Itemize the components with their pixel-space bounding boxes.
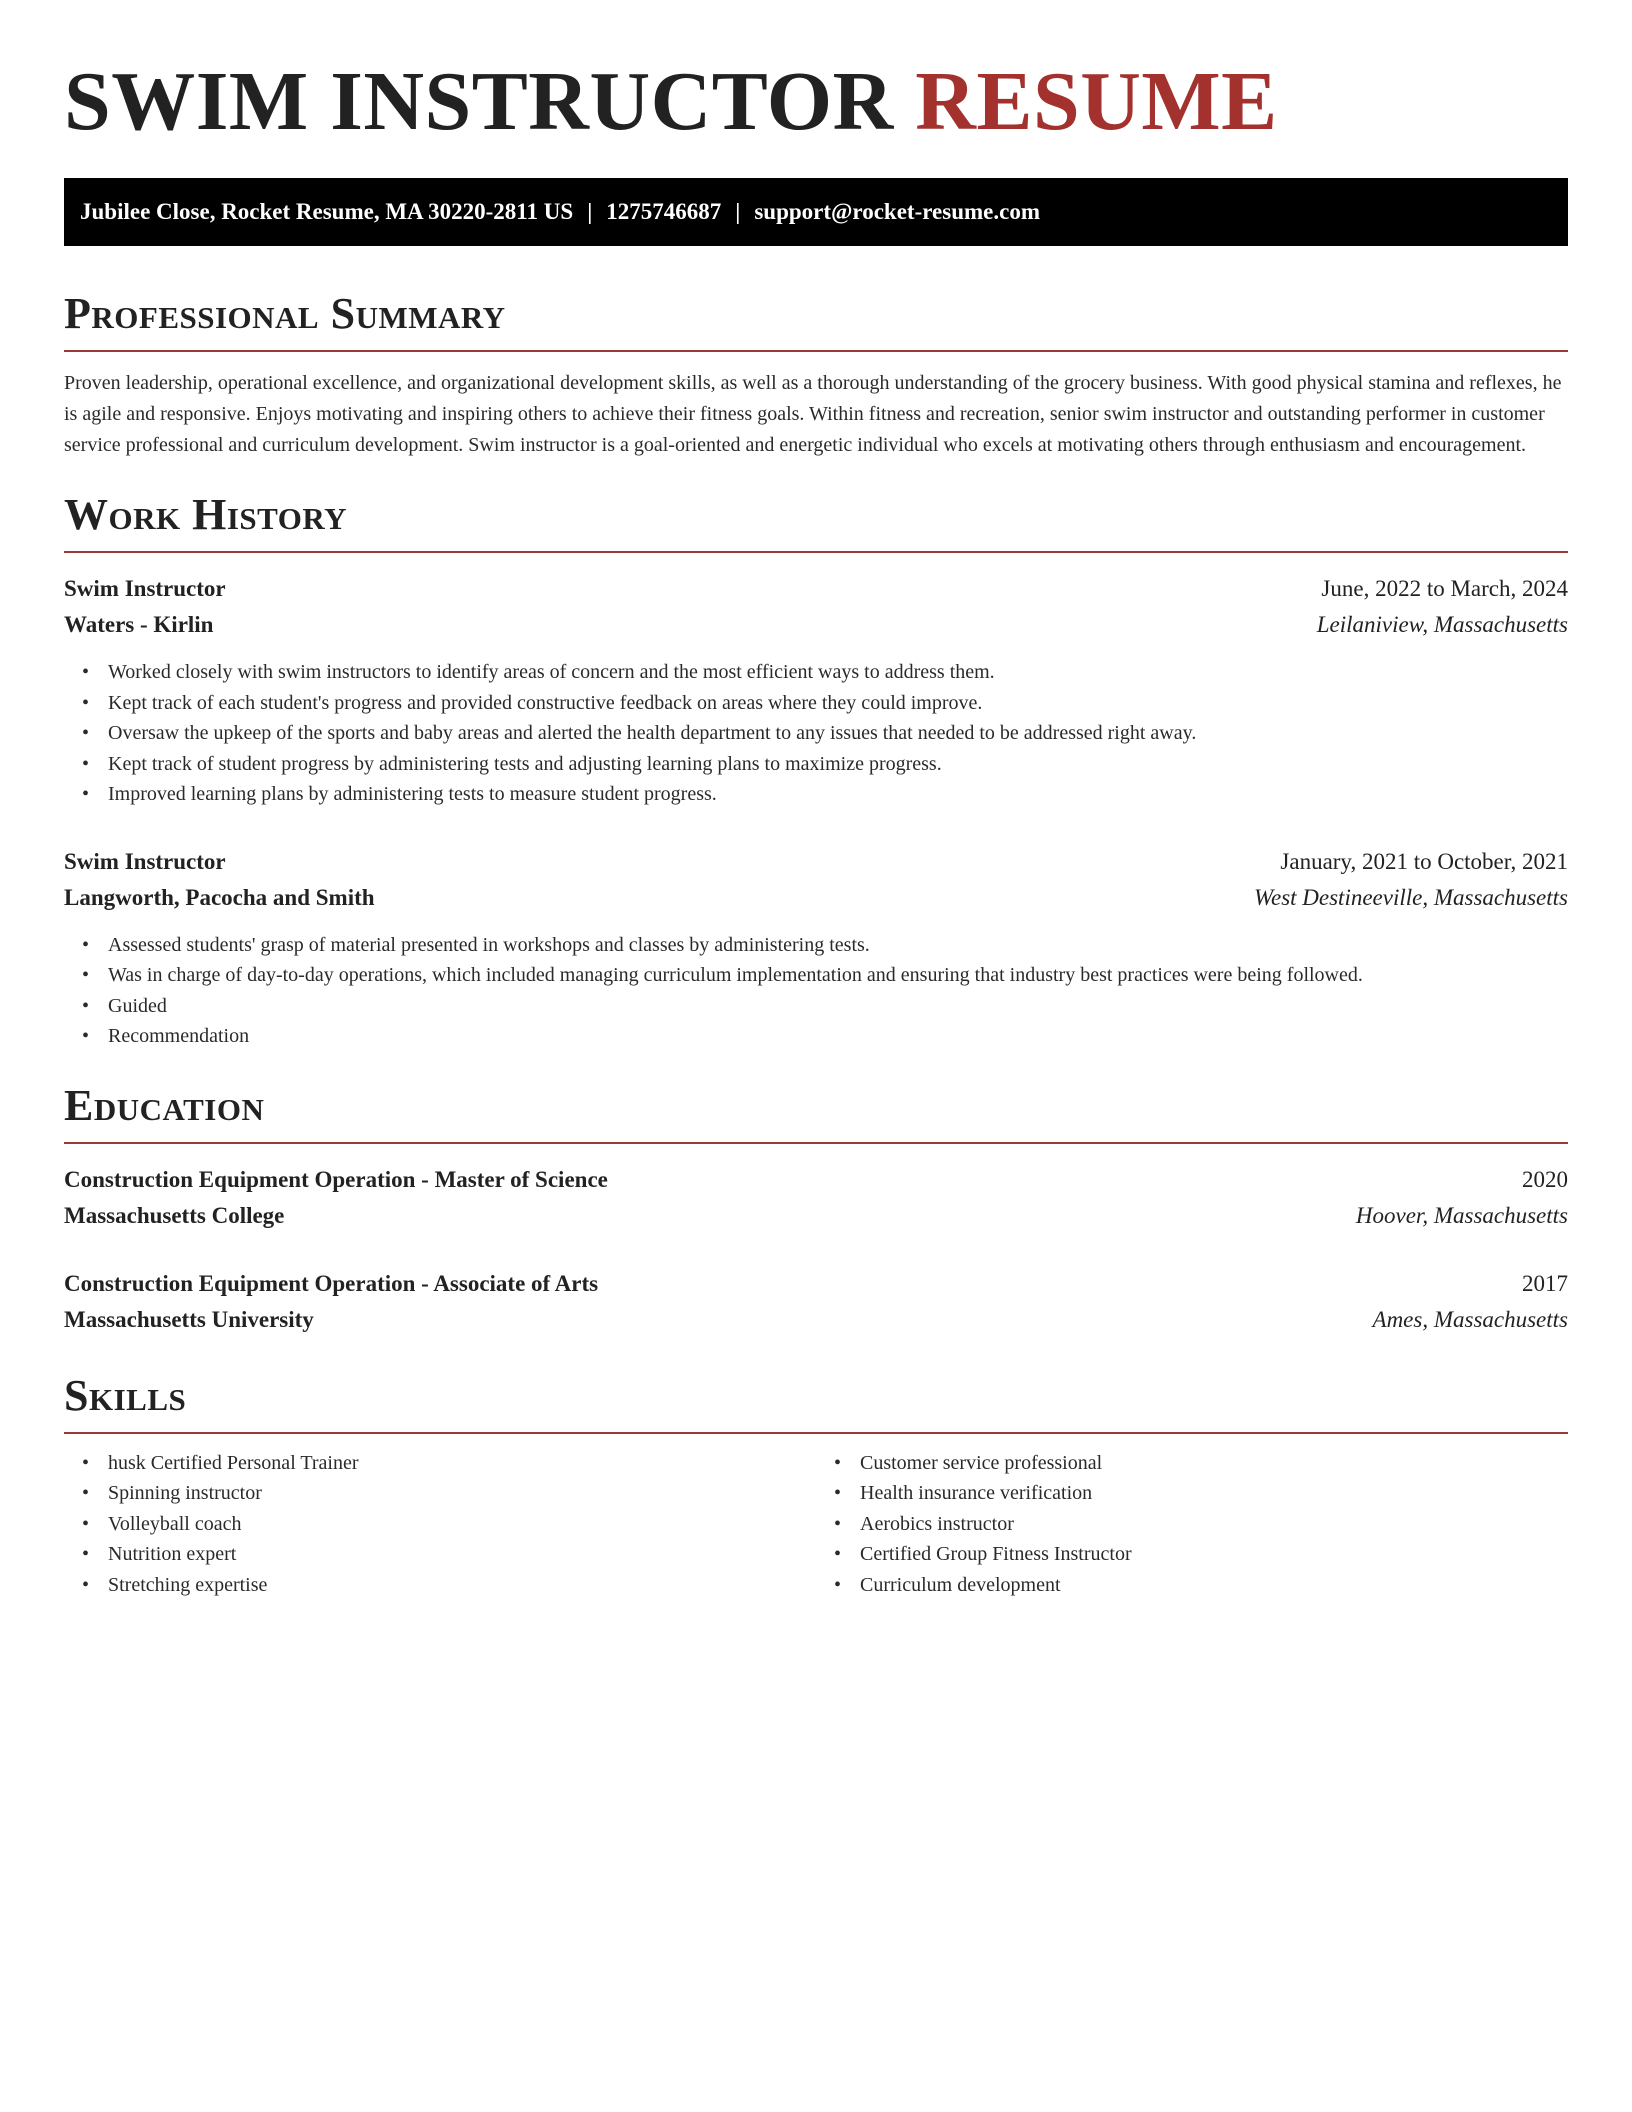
skills-column-right	[816, 1448, 1568, 1601]
title-accent: RESUME	[915, 55, 1278, 148]
job-bullet: • Improved learning plans by administering tests to measure student progress.	[108, 779, 1568, 810]
skill-item: • Aerobics instructor	[860, 1509, 1568, 1540]
skills-section	[64, 1368, 1568, 1601]
job-location: West Destineeville, Massachusetts	[1253, 884, 1568, 910]
skill-item: • Nutrition expert	[108, 1539, 816, 1570]
resume-title	[64, 52, 1568, 152]
education-school: Massachusetts University	[64, 1306, 314, 1332]
skill-item: • Curriculum development	[860, 1570, 1568, 1601]
job-bullet: • Kept track of student progress by administering tests and adjusting learning plans to maximize progress.	[108, 749, 1568, 780]
education-year: 2020	[1522, 1166, 1568, 1192]
work-history-section	[64, 487, 1568, 1052]
section-divider	[64, 350, 1568, 352]
contact-phone: 1275746687	[606, 199, 722, 224]
education-school-row	[64, 1302, 1568, 1338]
job-title: Swim Instructor	[64, 576, 226, 601]
education-entry	[64, 1162, 1568, 1234]
education-section	[64, 1078, 1568, 1338]
skills-list	[816, 1448, 1568, 1601]
section-divider	[64, 1142, 1568, 1144]
job-bullet-list	[64, 930, 1568, 1052]
education-entry	[64, 1266, 1568, 1338]
work-history-heading: Work History	[64, 490, 348, 539]
summary-text: Proven leadership, operational excellence, and organizational development skills, as well as a thorough understanding of the grocery business. With good physical stamina and reflexes, he is agile and responsive. Enjoys motivating and inspiring others to achieve their fitness goals. Within fitness and recreation, senior swim instructor and outstanding performer in customer service professional and curriculum development. Swim instructor is a goal-oriented and energetic individual who excels at motivating others through enthusiasm and encouragement.	[64, 372, 1562, 456]
skills-heading: Skills	[64, 1370, 187, 1420]
job-company: Waters - Kirlin	[64, 612, 214, 637]
education-degree: Construction Equipment Operation - Master of Science	[64, 1166, 608, 1192]
education-school-row	[64, 1198, 1568, 1234]
skills-list	[64, 1448, 816, 1601]
job-company-row	[64, 607, 1568, 643]
education-degree: Construction Equipment Operation - Associate of Arts	[64, 1270, 599, 1296]
contact-address: Jubilee Close, Rocket Resume, MA 30220-2811 US	[80, 199, 574, 224]
summary-section	[64, 286, 1568, 461]
job-bullet: • Worked closely with swim instructors to identify areas of concern and the most efficient ways to address them.	[108, 657, 1568, 688]
job-bullet: • Guided	[108, 991, 1568, 1022]
education-heading: Education	[64, 1080, 265, 1130]
job-title: Swim Instructor	[64, 848, 226, 874]
skill-item: • Customer service professional	[860, 1448, 1568, 1479]
job-entry	[64, 571, 1568, 810]
education-school: Massachusetts College	[64, 1202, 285, 1228]
section-divider	[64, 551, 1568, 553]
education-degree-row	[64, 1266, 1568, 1302]
contact-separator: |	[735, 199, 741, 224]
education-location: Ames, Massachusetts	[1372, 1306, 1568, 1332]
education-year: 2017	[1522, 1270, 1568, 1296]
skill-item: • Stretching expertise	[108, 1570, 816, 1601]
skill-item: • Volleyball coach	[108, 1509, 816, 1540]
skills-columns	[64, 1448, 1568, 1601]
job-bullet: • Recommendation	[108, 1021, 1568, 1052]
job-header-row	[64, 571, 1568, 607]
skill-item: • Spinning instructor	[108, 1478, 816, 1509]
job-bullet: • Was in charge of day-to-day operations, which included managing curriculum implementation and ensuring that industry best practices were being followed.	[108, 960, 1568, 991]
job-bullet: • Assessed students' grasp of material presented in workshops and classes by administering tests.	[108, 930, 1568, 961]
job-header-row	[64, 844, 1568, 880]
skills-column-left	[64, 1448, 816, 1601]
education-degree-row	[64, 1162, 1568, 1198]
title-main: SWIM INSTRUCTOR	[64, 55, 894, 148]
summary-heading: Professional Summary	[64, 289, 506, 338]
contact-separator: |	[587, 199, 593, 224]
education-location: Hoover, Massachusetts	[1355, 1202, 1568, 1228]
contact-bar	[64, 178, 1568, 246]
skill-item: • husk Certified Personal Trainer	[108, 1448, 816, 1479]
skill-item: • Certified Group Fitness Instructor	[860, 1539, 1568, 1570]
job-bullet-list	[64, 657, 1568, 810]
job-company-row	[64, 880, 1568, 916]
skill-item: • Health insurance verification	[860, 1478, 1568, 1509]
job-bullet: • Kept track of each student's progress and provided constructive feedback on areas where they could improve.	[108, 688, 1568, 719]
job-company: Langworth, Pacocha and Smith	[64, 884, 375, 910]
job-location: Leilaniview, Massachusetts	[1316, 612, 1568, 637]
section-divider	[64, 1432, 1568, 1434]
job-dates: January, 2021 to October, 2021	[1280, 848, 1568, 874]
job-entry	[64, 844, 1568, 1052]
job-bullet: • Oversaw the upkeep of the sports and baby areas and alerted the health department to any issues that needed to be addressed right away.	[108, 718, 1568, 749]
contact-email[interactable]: support@rocket-resume.com	[754, 199, 1040, 224]
job-dates: June, 2022 to March, 2024	[1321, 576, 1568, 601]
